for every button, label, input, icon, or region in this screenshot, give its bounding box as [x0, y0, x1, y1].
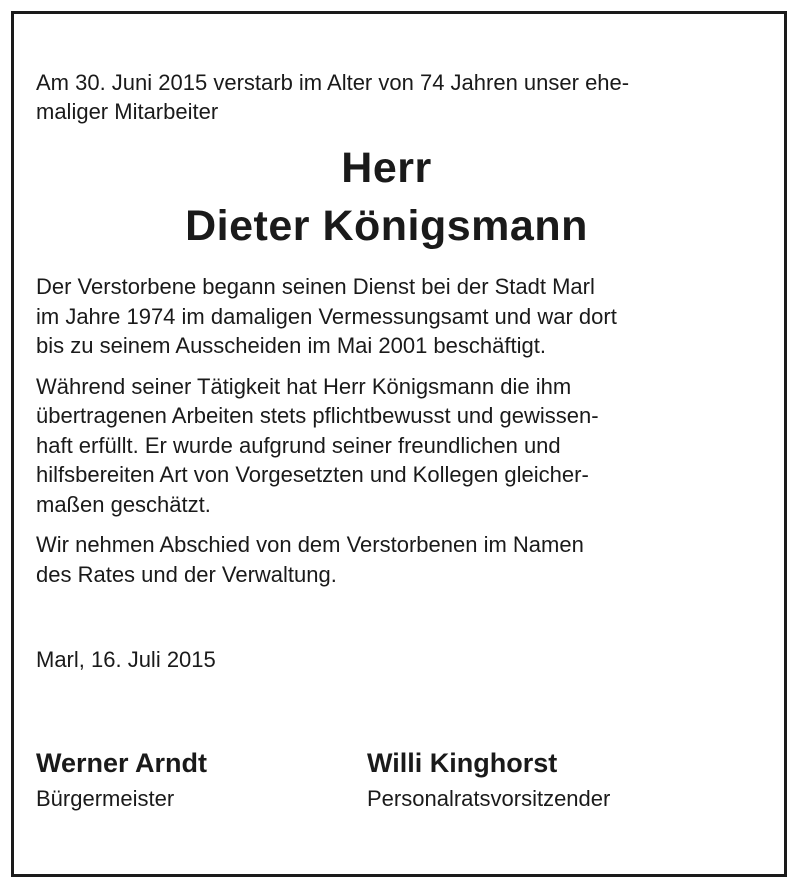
- signatory-name: Werner Arndt: [36, 748, 208, 778]
- place-date: Marl, 16. Juli 2015: [36, 647, 216, 672]
- paragraph-line: haft erfüllt. Er wurde aufgrund seiner freundlichen und: [36, 432, 561, 458]
- paragraph-line: bis zu seinem Ausscheiden im Mai 2001 beschäftigt.: [36, 333, 546, 358]
- intro-line: Am 30. Juni 2015 verstarb im Alter von 74 Jahren unser ehe-: [36, 70, 630, 95]
- paragraph-line: übertragenen Arbeiten stets pflichtbewusst und gewissen-: [36, 403, 599, 428]
- paragraph-line: maßen geschätzt.: [36, 491, 211, 517]
- deceased-name: Dieter Königsmann: [185, 202, 588, 250]
- signatory-name: Willi Kinghorst: [367, 748, 558, 778]
- paragraph-line: des Rates und der Verwaltung.: [36, 561, 337, 587]
- signatory-role: Bürgermeister: [36, 786, 175, 811]
- tribute-paragraph: [36, 372, 737, 520]
- paragraph-line: Der Verstorbene begann seinen Dienst bei der Stadt Marl: [36, 274, 595, 299]
- signatory-mayor: [36, 745, 207, 814]
- career-paragraph: [36, 272, 737, 361]
- paragraph-line: Wir nehmen Abschied von dem Verstorbenen im Namen: [36, 532, 584, 557]
- intro-line: maliger Mitarbeiter: [36, 99, 219, 124]
- paragraph-line: im Jahre 1974 im damaligen Vermessungsamt und war dort: [36, 303, 617, 329]
- paragraph-line: Während seiner Tätigkeit hat Herr Königsmann die ihm: [36, 373, 572, 399]
- farewell-paragraph: [36, 530, 737, 589]
- paragraph-line: hilfsbereiten Art von Vorgesetzten und Kollegen gleicher-: [36, 462, 589, 487]
- honorific: Herr: [341, 144, 432, 192]
- signatory-council-chair: [367, 745, 610, 814]
- signature-block: [36, 745, 737, 835]
- intro-text: [36, 68, 737, 126]
- signatory-role: Personalratsvorsitzender: [367, 786, 611, 811]
- notice-body: [36, 68, 737, 674]
- deceased-name-block: [36, 139, 737, 255]
